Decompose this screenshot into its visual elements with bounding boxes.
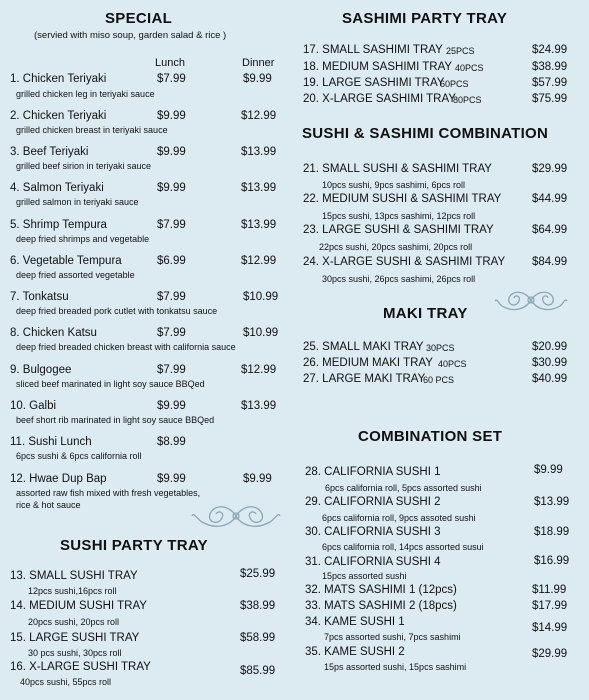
combo-item-price: $29.99 <box>532 163 568 175</box>
special-item-dinner-price: $12.99 <box>241 255 277 267</box>
special-item-desc: grilled salmon in teriyaki sauce <box>16 197 139 207</box>
sushi-party-item-desc: 20pcs sushi, 20pcs roll <box>28 617 120 627</box>
combination-set-item-price: $18.99 <box>534 526 570 538</box>
special-item-lunch-price: $7.99 <box>157 219 186 231</box>
special-item-dinner-price: $12.99 <box>241 364 277 376</box>
combo-title: SUSHI & SASHIMI COMBINATION <box>302 125 549 142</box>
special-item-desc: deep fried assorted vegetable <box>16 270 135 280</box>
special-item-name: 7. Tonkatsu <box>10 291 69 303</box>
sashimi-party-item-price: $57.99 <box>532 77 568 89</box>
sashimi-party-item-pcs: 40PCS <box>455 63 484 73</box>
special-item-name: 2. Chicken Teriyaki <box>10 110 107 122</box>
sashimi-party-item-pcs: 60PCS <box>440 79 469 89</box>
special-item-dinner-price: $13.99 <box>241 219 277 231</box>
combination-set-item-price: $14.99 <box>532 622 568 634</box>
special-item-dinner-price: $10.99 <box>243 327 279 339</box>
combination-set-item-desc: 15ps assorted sushi, 15pcs sashimi <box>324 662 467 672</box>
special-item-name: 12. Hwae Dup Bap <box>10 473 107 485</box>
lunch-header: Lunch <box>155 57 185 69</box>
special-item-name: 5. Shrimp Tempura <box>10 219 107 231</box>
special-item-dinner-price: $10.99 <box>243 291 279 303</box>
sashimi-party-item-name: 19. LARGE SASHIMI TRAY <box>303 77 445 89</box>
sushi-party-item-price: $58.99 <box>240 632 276 644</box>
special-item-desc: deep fried shrimps and vegetable <box>16 234 150 244</box>
combination-set-item-price: $16.99 <box>534 555 570 567</box>
sashimi-party-item-name: 17. SMALL SASHIMI TRAY <box>303 44 443 56</box>
combination-set-item-name: 29. CALIFORNIA SUSHI 2 <box>305 496 441 508</box>
maki-item-price: $30.99 <box>532 357 568 369</box>
sashimi-party-item-price: $38.99 <box>532 61 568 73</box>
special-item-dinner-price: $13.99 <box>241 182 277 194</box>
combination-set-item-name: 35. KAME SUSHI 2 <box>305 646 405 658</box>
special-item-name: 3. Beef Teriyaki <box>10 146 89 158</box>
combination-set-item-name: 30. CALIFORNIA SUSHI 3 <box>305 526 441 538</box>
special-item-lunch-price: $7.99 <box>157 364 186 376</box>
special-item-lunch-price: $9.99 <box>157 146 186 158</box>
combination-set-item-desc: 15pcs assorted sushi <box>322 571 407 581</box>
maki-item-name: 25. SMALL MAKI TRAY <box>303 341 424 353</box>
combination-set-item-price: $11.99 <box>532 584 567 596</box>
special-item-name: 11. Sushi Lunch <box>10 436 92 448</box>
special-item-lunch-price: $7.99 <box>157 291 186 303</box>
combo-item-desc: 15pcs sushi, 13pcs sashimi, 12pcs roll <box>322 211 476 221</box>
special-item-name: 4. Salmon Teriyaki <box>10 182 104 194</box>
special-item-desc: deep fried breaded chicken breast with california sauce <box>16 342 236 352</box>
maki-item-name: 27. LARGE MAKI TRAY <box>303 373 426 385</box>
special-title: SPECIAL <box>105 10 173 27</box>
combo-item-name: 21. SMALL SUSHI & SASHIMI TRAY <box>303 163 492 175</box>
sashimi-party-item-price: $75.99 <box>532 93 568 105</box>
sushi-party-item-price: $25.99 <box>240 568 276 580</box>
special-item-lunch-price: $9.99 <box>157 400 186 412</box>
sushi-party-item-price: $38.99 <box>240 600 276 612</box>
sushi-party-item-desc: 40pcs sushi, 55pcs roll <box>20 677 112 687</box>
combo-item-name: 24. X-LARGE SUSHI & SASHIMI TRAY <box>303 256 506 268</box>
special-item-lunch-price: $9.99 <box>157 182 186 194</box>
combination-set-item-name: 33. MATS SASHIMI 2 (18pcs) <box>305 600 457 612</box>
combo-item-price: $84.99 <box>532 256 568 268</box>
combination-set-item-desc: 6pcs california roll, 14pcs assorted susui <box>322 542 484 552</box>
special-item-desc-2: rice & hot sauce <box>16 500 81 510</box>
maki-item-pcs: 60 PCS <box>423 375 455 385</box>
special-item-desc: beef short rib marinated in light soy sauce BBQed <box>16 415 215 425</box>
sashimi-party-item-pcs: 80PCS <box>453 95 482 105</box>
sushi-party-item-name: 13. SMALL SUSHI TRAY <box>10 570 138 582</box>
combination-set-item-desc: 6pcs california roll, 9pcs assoted sushi <box>322 513 476 523</box>
sushi-party-title: SUSHI PARTY TRAY <box>60 537 208 554</box>
sushi-party-item-desc: 30 pcs sushi, 30pcs roll <box>28 648 122 658</box>
special-subtitle: (servied with miso soup, garden salad & rice ) <box>34 30 227 41</box>
combination-set-item-name: 31. CALIFORNIA SUSHI 4 <box>305 556 441 568</box>
sushi-party-item-name: 15. LARGE SUSHI TRAY <box>10 632 140 644</box>
sushi-party-item-price: $85.99 <box>240 665 276 677</box>
combo-item-desc: 30pcs sushi, 26pcs sashimi, 26pcs roll <box>322 274 476 284</box>
combination-set-item-name: 28. CALIFORNIA SUSHI 1 <box>305 466 441 478</box>
ornament-right-icon <box>494 280 568 320</box>
special-item-desc: 6pcs sushi & 6pcs california roll <box>16 451 142 461</box>
maki-item-price: $40.99 <box>532 373 568 385</box>
special-item-dinner-price: $9.99 <box>243 73 272 85</box>
combo-item-desc: 10pcs sushi, 9pcs sashimi, 6pcs roll <box>322 180 466 190</box>
maki-title: MAKI TRAY <box>383 305 468 322</box>
sushi-party-item-desc: 12pcs sushi,16pcs roll <box>28 586 117 596</box>
combination-set-item-desc: 7pcs assorted sushi, 7pcs sashimi <box>324 632 461 642</box>
special-item-lunch-price: $8.99 <box>157 436 186 448</box>
combination-set-item-price: $9.99 <box>534 464 563 476</box>
ornament-left-icon <box>190 496 282 536</box>
sashimi-party-title: SASHIMI PARTY TRAY <box>342 10 508 27</box>
sashimi-party-item-price: $24.99 <box>532 44 568 56</box>
special-item-name: 9. Bulgogee <box>10 364 72 376</box>
sushi-party-item-name: 14. MEDIUM SUSHI TRAY <box>10 600 147 612</box>
combo-item-price: $64.99 <box>532 224 568 236</box>
special-item-lunch-price: $7.99 <box>157 327 186 339</box>
dinner-header: Dinner <box>242 57 275 69</box>
combination-set-title: COMBINATION SET <box>358 428 503 445</box>
combo-item-name: 23. LARGE SUSHI & SASHIMI TRAY <box>303 224 494 236</box>
combination-set-item-price: $13.99 <box>534 496 570 508</box>
special-item-name: 8. Chicken Katsu <box>10 327 97 339</box>
special-item-lunch-price: $9.99 <box>157 110 186 122</box>
sushi-party-item-name: 16. X-LARGE SUSHI TRAY <box>10 661 151 673</box>
combo-item-desc: 22pcs sushi, 20pcs sashimi, 20pcs roll <box>319 242 473 252</box>
sashimi-party-item-name: 20. X-LARGE SASHIMI TRAY <box>303 93 456 105</box>
special-item-desc: grilled chicken breast in teriyaki sauce <box>16 125 168 135</box>
special-item-name: 10. Galbi <box>10 400 57 412</box>
special-item-dinner-price: $12.99 <box>241 110 277 122</box>
combo-item-price: $44.99 <box>532 193 568 205</box>
combination-set-item-name: 34. KAME SUSHI 1 <box>305 616 405 628</box>
special-item-name: 1. Chicken Teriyaki <box>10 73 107 85</box>
special-item-desc: grilled chicken leg in teriyaki sauce <box>16 89 155 99</box>
combination-set-item-name: 32. MATS SASHIMI 1 (12pcs) <box>305 584 457 596</box>
maki-item-pcs: 40PCS <box>438 359 467 369</box>
special-item-dinner-price: $13.99 <box>241 400 277 412</box>
special-item-desc: deep fried breaded pork cutlet with tonkatsu sauce <box>16 306 218 316</box>
sashimi-party-item-pcs: 25PCS <box>446 46 475 56</box>
special-item-lunch-price: $6.99 <box>157 255 186 267</box>
combination-set-item-price: $29.99 <box>532 648 568 660</box>
special-item-desc: grilled beef sirion in teriyaki sauce <box>16 161 152 171</box>
maki-item-pcs: 30PCS <box>426 343 455 353</box>
sashimi-party-item-name: 18. MEDIUM SASHIMI TRAY <box>303 61 453 73</box>
maki-item-name: 26. MEDIUM MAKI TRAY <box>303 357 433 369</box>
special-item-dinner-price: $9.99 <box>243 473 272 485</box>
special-item-desc: assorted raw fish mixed with fresh vegetables, <box>16 488 201 498</box>
special-item-lunch-price: $9.99 <box>157 473 186 485</box>
special-item-lunch-price: $7.99 <box>157 73 186 85</box>
combo-item-name: 22. MEDIUM SUSHI & SASHIMI TRAY <box>303 193 502 205</box>
maki-item-price: $20.99 <box>532 341 568 353</box>
special-item-name: 6. Vegetable Tempura <box>10 255 122 267</box>
combination-set-item-desc: 6pcs california roll, 5pcs assorted sushi <box>325 483 482 493</box>
special-item-dinner-price: $13.99 <box>241 146 277 158</box>
combination-set-item-price: $17.99 <box>532 600 568 612</box>
special-item-desc: sliced beef marinated in light soy sauce BBQed <box>16 379 205 389</box>
